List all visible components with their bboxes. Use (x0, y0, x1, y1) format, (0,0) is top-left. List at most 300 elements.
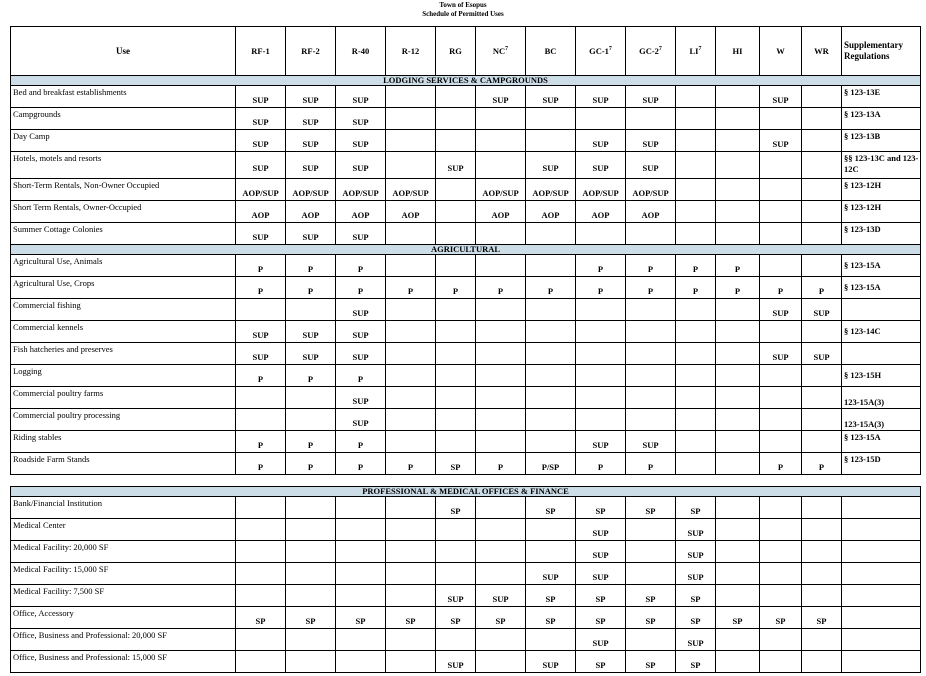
zone-cell (760, 152, 802, 179)
use-cell: Agricultural Use, Animals (11, 255, 236, 277)
use-cell: Commercial poultry processing (11, 409, 236, 431)
column-header-zone: R-12 (386, 27, 436, 76)
zone-cell (802, 409, 842, 431)
zone-cell (386, 563, 436, 585)
zone-cell (436, 108, 476, 130)
zone-cell (236, 585, 286, 607)
zone-cell (526, 299, 576, 321)
zone-cell (760, 108, 802, 130)
zone-cell: SUP (336, 321, 386, 343)
zone-cell: SUP (676, 541, 716, 563)
zone-cell: SUP (576, 541, 626, 563)
zone-cell: SP (336, 607, 386, 629)
zone-cell (760, 629, 802, 651)
zone-cell (760, 387, 802, 409)
zone-cell (476, 629, 526, 651)
zone-cell (802, 179, 842, 201)
zone-cell (802, 497, 842, 519)
zone-cell: SUP (760, 86, 802, 108)
use-cell: Summer Cottage Colonies (11, 223, 236, 245)
zone-cell (236, 541, 286, 563)
regulation-cell: § 123-14C (842, 321, 921, 343)
zone-cell: SUP (576, 519, 626, 541)
zone-cell (436, 387, 476, 409)
zone-cell (802, 651, 842, 673)
zone-cell (476, 563, 526, 585)
zone-cell (526, 255, 576, 277)
zone-cell (386, 130, 436, 152)
regulation-cell: 123-15A(3) (842, 409, 921, 431)
zone-cell (802, 255, 842, 277)
zone-cell (336, 497, 386, 519)
zone-cell: P (286, 255, 336, 277)
zone-cell (802, 629, 842, 651)
zone-cell: SUP (336, 343, 386, 365)
zone-cell: SP (676, 585, 716, 607)
zone-cell (526, 108, 576, 130)
zone-cell: SUP (286, 343, 336, 365)
zone-cell (526, 343, 576, 365)
zone-cell: AOP/SUP (526, 179, 576, 201)
zone-cell (386, 497, 436, 519)
zone-cell (576, 321, 626, 343)
zone-cell: SUP (760, 299, 802, 321)
zone-cell (386, 321, 436, 343)
zone-cell: AOP (526, 201, 576, 223)
zone-cell: SUP (236, 130, 286, 152)
zone-cell: P (576, 453, 626, 475)
zone-cell: AOP (336, 201, 386, 223)
zone-cell: SUP (526, 152, 576, 179)
zone-cell (626, 629, 676, 651)
zone-cell: SUP (576, 152, 626, 179)
use-cell: Short-Term Rentals, Non-Owner Occupied (11, 179, 236, 201)
zone-cell (336, 563, 386, 585)
column-header-zone: $GC-1^7$ (576, 27, 626, 76)
use-cell: Office, Business and Professional: 20,000 SF (11, 629, 236, 651)
zone-cell (626, 108, 676, 130)
zone-cell (386, 255, 436, 277)
zone-cell: SP (626, 607, 676, 629)
zone-cell: SUP (436, 651, 476, 673)
regulation-cell (842, 343, 921, 365)
regulation-cell (842, 299, 921, 321)
zone-cell (716, 431, 760, 453)
zone-cell (436, 365, 476, 387)
section-header-row (11, 245, 921, 255)
zone-cell: SUP (676, 629, 716, 651)
zone-cell (760, 223, 802, 245)
table-row (11, 651, 921, 673)
column-header-use: Use (11, 27, 236, 76)
table-row (11, 519, 921, 541)
zone-cell: SUP (676, 519, 716, 541)
zone-cell (236, 409, 286, 431)
zone-cell: SUP (286, 223, 336, 245)
zone-cell (476, 431, 526, 453)
spacer-cell (11, 475, 921, 487)
zone-cell (386, 651, 436, 673)
use-cell: Medical Facility: 7,500 SF (11, 585, 236, 607)
zone-cell: SP (626, 585, 676, 607)
use-cell: Office, Business and Professional: 15,000 SF (11, 651, 236, 673)
footnote-marker: 7 (658, 46, 662, 53)
zone-cell: SUP (336, 409, 386, 431)
zone-cell (626, 541, 676, 563)
zone-cell (716, 201, 760, 223)
table-row (11, 629, 921, 651)
zone-cell (676, 365, 716, 387)
zone-cell (286, 497, 336, 519)
zone-cell (576, 387, 626, 409)
use-cell: Commercial fishing (11, 299, 236, 321)
zone-cell (716, 563, 760, 585)
regulation-cell: § 123-13A (842, 108, 921, 130)
column-header-zone: R-40 (336, 27, 386, 76)
zone-cell: SUP (286, 130, 336, 152)
zone-cell (576, 299, 626, 321)
zone-cell (676, 343, 716, 365)
zone-cell (386, 299, 436, 321)
zone-cell: SP (716, 607, 760, 629)
zone-cell: SUP (760, 130, 802, 152)
zone-cell (436, 86, 476, 108)
regulation-cell: § 123-13B (842, 130, 921, 152)
zone-cell: P (626, 453, 676, 475)
zone-cell (436, 519, 476, 541)
zone-cell (760, 585, 802, 607)
table-row (11, 152, 921, 179)
use-cell: Hotels, motels and resorts (11, 152, 236, 179)
regulation-cell: § 123-12H (842, 201, 921, 223)
zone-cell (386, 108, 436, 130)
footnote-marker: 7 (698, 46, 702, 53)
zone-cell: P (802, 277, 842, 299)
zone-cell (476, 651, 526, 673)
zone-cell (716, 497, 760, 519)
zone-cell (716, 519, 760, 541)
zone-cell (676, 179, 716, 201)
table-row (11, 223, 921, 245)
zone-cell: SUP (236, 108, 286, 130)
zone-cell: P (336, 277, 386, 299)
section-title: LODGING SERVICES & CAMPGROUNDS (11, 76, 921, 86)
zone-cell (476, 387, 526, 409)
zone-cell: SUP (286, 321, 336, 343)
section-header-row (11, 487, 921, 497)
table-row (11, 86, 921, 108)
zone-cell: SP (526, 497, 576, 519)
zone-cell (716, 130, 760, 152)
zone-cell (716, 223, 760, 245)
zone-cell (576, 365, 626, 387)
zone-cell: AOP (386, 201, 436, 223)
zone-cell (236, 519, 286, 541)
zone-cell: SP (576, 585, 626, 607)
zone-cell (476, 321, 526, 343)
section-title: AGRICULTURAL (11, 245, 921, 255)
zone-cell (676, 223, 716, 245)
zone-cell (716, 629, 760, 651)
zone-cell: SUP (236, 321, 286, 343)
zone-cell (236, 563, 286, 585)
zone-cell (476, 497, 526, 519)
zone-cell: SUP (236, 86, 286, 108)
zone-cell: SUP (476, 585, 526, 607)
zone-cell (526, 387, 576, 409)
zone-cell (802, 201, 842, 223)
column-header-zone: RF-1 (236, 27, 286, 76)
zone-cell: P (286, 431, 336, 453)
zone-cell (436, 223, 476, 245)
regulation-cell (842, 541, 921, 563)
zone-cell (236, 299, 286, 321)
zone-cell: SP (676, 651, 716, 673)
zone-cell: P (716, 255, 760, 277)
zone-cell (802, 585, 842, 607)
table-row (11, 277, 921, 299)
zone-cell: P (626, 255, 676, 277)
use-cell: Short Term Rentals, Owner-Occupied (11, 201, 236, 223)
column-header-zone: RG (436, 27, 476, 76)
table-row (11, 179, 921, 201)
zone-cell: SUP (286, 86, 336, 108)
zone-cell: SUP (436, 152, 476, 179)
zone-cell (716, 321, 760, 343)
regulation-cell: § 123-12H (842, 179, 921, 201)
zone-cell (802, 431, 842, 453)
zone-cell: AOP/SUP (386, 179, 436, 201)
zone-cell: SUP (336, 108, 386, 130)
zone-cell: P/SP (526, 453, 576, 475)
zone-cell: SUP (526, 563, 576, 585)
zone-cell: SP (436, 497, 476, 519)
use-cell: Agricultural Use, Crops (11, 277, 236, 299)
zone-cell (476, 255, 526, 277)
zone-cell: AOP/SUP (476, 179, 526, 201)
zone-cell (476, 409, 526, 431)
regulation-cell: § 123-15A (842, 277, 921, 299)
zone-cell: P (576, 277, 626, 299)
zone-cell (576, 223, 626, 245)
zone-cell: P (576, 255, 626, 277)
zone-cell (476, 108, 526, 130)
zone-cell: P (236, 431, 286, 453)
zone-cell (576, 108, 626, 130)
zone-cell: SP (526, 585, 576, 607)
table-row (11, 409, 921, 431)
zone-cell (802, 321, 842, 343)
zone-cell (386, 223, 436, 245)
regulation-cell: § 123-13D (842, 223, 921, 245)
zone-cell: SP (626, 497, 676, 519)
zone-cell (286, 519, 336, 541)
zone-cell: SP (760, 607, 802, 629)
zone-cell: P (236, 453, 286, 475)
zone-cell (286, 541, 336, 563)
zone-cell: SUP (286, 108, 336, 130)
zone-cell: SP (576, 497, 626, 519)
zone-cell (760, 365, 802, 387)
zone-cell (386, 365, 436, 387)
zone-cell: SUP (676, 563, 716, 585)
permitted-uses-table (10, 26, 921, 673)
zone-cell: P (236, 365, 286, 387)
table-row (11, 255, 921, 277)
regulation-cell (842, 497, 921, 519)
zone-cell (436, 130, 476, 152)
zone-cell (716, 651, 760, 673)
zone-cell: SUP (576, 563, 626, 585)
zone-cell: SUP (236, 223, 286, 245)
zone-cell (576, 343, 626, 365)
zone-cell (626, 299, 676, 321)
table-row (11, 497, 921, 519)
zone-cell (336, 585, 386, 607)
zone-cell (802, 86, 842, 108)
zone-cell (716, 152, 760, 179)
zone-cell: P (476, 453, 526, 475)
zone-cell: SUP (336, 152, 386, 179)
zone-cell (626, 365, 676, 387)
zone-cell (760, 541, 802, 563)
zone-cell: AOP (476, 201, 526, 223)
use-cell: Bed and breakfast establishments (11, 86, 236, 108)
zone-cell (760, 409, 802, 431)
use-cell: Office, Accessory (11, 607, 236, 629)
zone-cell (760, 321, 802, 343)
zone-cell (476, 519, 526, 541)
table-row (11, 201, 921, 223)
zone-cell (716, 409, 760, 431)
zone-cell: SUP (626, 130, 676, 152)
zone-cell: P (676, 255, 716, 277)
use-cell: Commercial poultry farms (11, 387, 236, 409)
zone-cell: SUP (286, 152, 336, 179)
zone-cell (716, 179, 760, 201)
zone-cell (286, 409, 336, 431)
section-title: PROFESSIONAL & MEDICAL OFFICES & FINANCE (11, 487, 921, 497)
table-body (11, 76, 921, 673)
zone-cell: P (802, 453, 842, 475)
zone-cell: SUP (576, 629, 626, 651)
zone-cell: SUP (802, 299, 842, 321)
column-header-zone: $NC^7$ (476, 27, 526, 76)
zone-cell (476, 152, 526, 179)
zone-cell (676, 130, 716, 152)
zone-cell: P (286, 365, 336, 387)
zone-cell: AOP (576, 201, 626, 223)
zone-cell (336, 629, 386, 651)
zone-cell (336, 541, 386, 563)
zone-cell (760, 255, 802, 277)
column-header-zone: RF-2 (286, 27, 336, 76)
zone-cell: P (336, 453, 386, 475)
zone-cell: P (716, 277, 760, 299)
zone-cell (436, 343, 476, 365)
zone-cell (626, 519, 676, 541)
regulation-cell: 123-15A(3) (842, 387, 921, 409)
zone-cell (526, 365, 576, 387)
column-header-zone: HI (716, 27, 760, 76)
zone-cell: P (760, 453, 802, 475)
zone-cell: SUP (336, 223, 386, 245)
zone-cell (760, 519, 802, 541)
zone-cell (716, 453, 760, 475)
column-header-zone: W (760, 27, 802, 76)
zone-cell (436, 541, 476, 563)
zone-cell (476, 365, 526, 387)
use-cell: Medical Center (11, 519, 236, 541)
table-header-row (11, 27, 921, 76)
zone-cell (436, 255, 476, 277)
table-row (11, 453, 921, 475)
use-cell: Logging (11, 365, 236, 387)
table-row (11, 365, 921, 387)
column-header-zone: $LI^7$ (676, 27, 716, 76)
footnote-marker: 7 (505, 46, 509, 53)
zone-cell (386, 86, 436, 108)
zone-cell (476, 130, 526, 152)
zone-cell: P (476, 277, 526, 299)
zone-cell (336, 519, 386, 541)
column-header-supplementary: Supplementary Regulations (842, 27, 921, 76)
zone-cell (626, 563, 676, 585)
zone-cell: SP (676, 497, 716, 519)
zone-cell (716, 585, 760, 607)
zone-cell (436, 409, 476, 431)
zone-cell (286, 585, 336, 607)
zone-cell: AOP/SUP (236, 179, 286, 201)
zone-cell (676, 201, 716, 223)
zone-cell: SP (476, 607, 526, 629)
zone-cell (626, 321, 676, 343)
regulation-cell (842, 651, 921, 673)
zone-cell (336, 651, 386, 673)
zone-cell (476, 541, 526, 563)
zone-cell: P (386, 277, 436, 299)
zone-cell: SP (436, 607, 476, 629)
regulation-cell (842, 563, 921, 585)
zone-cell (676, 108, 716, 130)
zone-cell: P (676, 277, 716, 299)
zone-cell: P (286, 453, 336, 475)
regulation-cell: § 123-15H (842, 365, 921, 387)
table-row (11, 130, 921, 152)
zone-cell: P (236, 255, 286, 277)
zone-cell (716, 541, 760, 563)
zone-cell: SP (526, 607, 576, 629)
zone-cell (436, 179, 476, 201)
zone-cell (676, 321, 716, 343)
zone-cell (802, 223, 842, 245)
zone-cell (626, 223, 676, 245)
zone-cell (436, 563, 476, 585)
table-row (11, 563, 921, 585)
zone-cell (676, 152, 716, 179)
zone-cell (626, 343, 676, 365)
zone-cell (802, 563, 842, 585)
zone-cell: P (760, 277, 802, 299)
table-row (11, 607, 921, 629)
use-cell: Campgrounds (11, 108, 236, 130)
zone-cell (386, 343, 436, 365)
zone-cell (286, 387, 336, 409)
zone-cell (286, 651, 336, 673)
regulation-cell: § 123-15A (842, 431, 921, 453)
zone-cell: P (386, 453, 436, 475)
use-cell: Bank/Financial Institution (11, 497, 236, 519)
